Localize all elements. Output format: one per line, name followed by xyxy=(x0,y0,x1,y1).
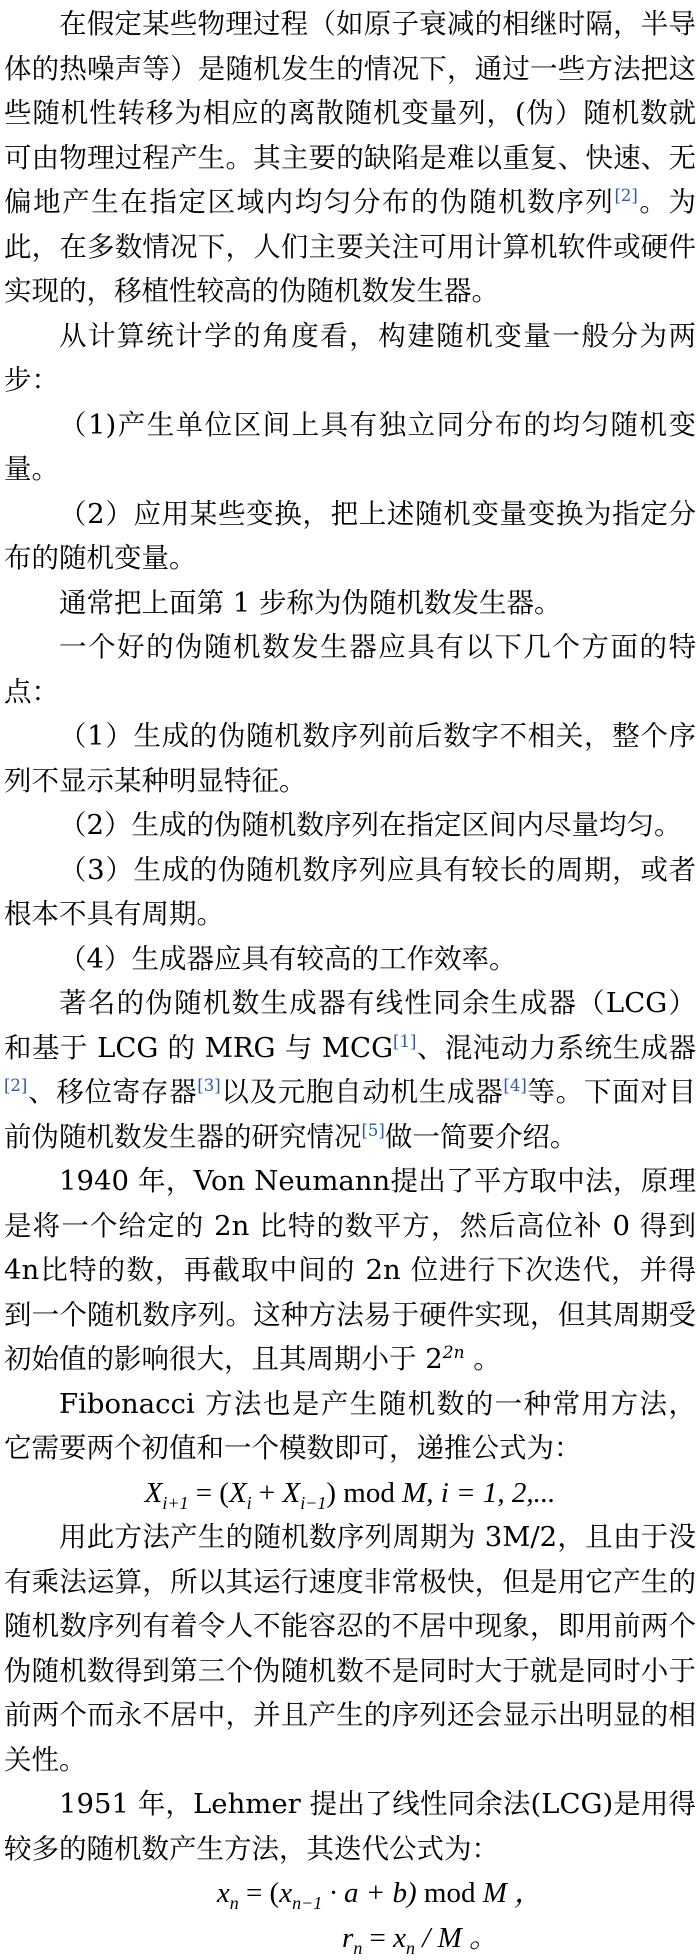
paragraph-two-steps: 从计算统计学的角度看，构建随机变量一般分为两步： xyxy=(4,314,696,403)
paragraph-physical-process xyxy=(4,2,696,314)
formula-fibonacci xyxy=(4,1471,696,1516)
operator: mod xyxy=(343,1477,395,1509)
subscript: n−1 xyxy=(292,1893,322,1913)
text: 著名的伪随机数生成器有线性同余生成器（LCG）和基于 LCG 的 MRG 与 MCG xyxy=(4,987,696,1064)
text: 以及元胞自动机生成器 xyxy=(221,1076,504,1108)
list-item-feature-2: （2）生成的伪随机数序列在指定区间内尽量均匀。 xyxy=(4,803,696,848)
text: 、混沌动力系统生成器 xyxy=(416,1032,696,1064)
subscript: i xyxy=(247,1492,252,1512)
var: x xyxy=(217,1877,230,1909)
citation-link[interactable]: [4] xyxy=(503,1076,526,1095)
citation-link[interactable]: [3] xyxy=(197,1076,220,1095)
var: / M 。 xyxy=(415,1922,498,1954)
operator: ) xyxy=(326,1477,343,1509)
paragraph-good-generator: 一个好的伪随机数发生器应具有以下几个方面的特点： xyxy=(4,625,696,714)
var: M, i = 1, 2,... xyxy=(395,1477,556,1509)
text: 。 xyxy=(465,1343,501,1375)
paragraph-lehmer: 1951 年，Lehmer 提出了线性同余法(LCG)是用得较多的随机数产生方法，其迭代公式为： xyxy=(4,1782,696,1871)
paragraph-famous-generators xyxy=(4,981,696,1159)
var: M ， xyxy=(475,1877,543,1909)
text: 等。下面对目前伪随机数发生器的研究情况 xyxy=(4,1076,696,1153)
subscript: i−1 xyxy=(300,1492,326,1512)
list-item-feature-1: （1）生成的伪随机数序列前后数字不相关，整个序列不显示某种明显特征。 xyxy=(4,714,696,803)
operator: = ( xyxy=(239,1877,280,1909)
citation-link[interactable]: [2] xyxy=(4,1076,27,1095)
var: · a + b) xyxy=(322,1877,424,1909)
list-item-step-1: （1)产生单位区间上具有独立同分布的均匀随机变量。 xyxy=(4,403,696,492)
var: r xyxy=(342,1922,353,1954)
subscript: n xyxy=(406,1937,415,1957)
text: 在假定某些物理过程（如原子衰减的相继时隔，半导体的热噪声等）是随机发生的情况下，通过一些方法把这些随机性转移为相应的离散随机变量列，(伪）随机数就可由物理过程产生。其主要的缺陷是难以重复、快速、无偏地产生在指定区域内均匀分布的伪随机数序列 xyxy=(4,8,696,218)
citation-link[interactable]: [5] xyxy=(362,1120,385,1139)
citation-link[interactable]: [1] xyxy=(393,1031,416,1050)
paragraph-fibonacci: Fibonacci 方法也是产生随机数的一种常用方法，它需要两个初值和一个模数即可，递推公式为： xyxy=(4,1382,696,1471)
text: 、移位寄存器 xyxy=(27,1076,197,1108)
formula-normalize xyxy=(4,1916,696,1960)
subscript: n xyxy=(230,1893,239,1913)
subscript: i+1 xyxy=(162,1492,188,1512)
citation-link[interactable]: [2] xyxy=(614,186,637,205)
exponent: 2n xyxy=(443,1343,465,1363)
var: x xyxy=(279,1877,292,1909)
paragraph-fibonacci-analysis: 用此方法产生的随机数序列周期为 3M/2，且由于没有乘法运算，所以其运行速度非常极快，但是用它产生的随机数序列有着令人不能容忍的不居中现象，即用前两个伪随机数得到第三个伪随机数不是同时大于就是同时小于前两个而永不居中，并且产生的序列还会显示出明显的相关性。 xyxy=(4,1515,696,1782)
var: X xyxy=(145,1477,163,1509)
list-item-feature-3: （3）生成的伪随机数序列应具有较长的周期，或者根本不具有周期。 xyxy=(4,848,696,937)
operator: = xyxy=(362,1922,393,1954)
var: X xyxy=(229,1477,247,1509)
operator: = ( xyxy=(188,1477,229,1509)
list-item-feature-4: （4）生成器应具有较高的工作效率。 xyxy=(4,937,696,982)
formula-lcg xyxy=(4,1871,696,1916)
text: 。为此，在多数情况下，人们主要关注可用计算机软件或硬件实现的，移植性较高的伪随机数发生器。 xyxy=(4,186,696,307)
list-item-step-2: （2）应用某些变换，把上述随机变量变换为指定分布的随机变量。 xyxy=(4,492,696,581)
operator: mod xyxy=(424,1877,476,1909)
subscript: n xyxy=(353,1937,362,1957)
var: X xyxy=(283,1477,301,1509)
paragraph-von-neumann xyxy=(4,1159,696,1382)
operator: + xyxy=(252,1477,283,1509)
text: 做一简要介绍。 xyxy=(385,1121,578,1153)
paragraph-step-name: 通常把上面第 1 步称为伪随机数发生器。 xyxy=(4,581,696,626)
text: 1940 年，Von Neumann提出了平方取中法，原理是将一个给定的 2n 比特的数平方，然后高位补 0 得到 4n比特的数，再截取中间的 2n 位进行下次迭代，并得到一个随机数序列。这种方法易于硬件实现，但其周期受初始值的影响很大，且其周期小于 2 xyxy=(4,1165,696,1375)
var: x xyxy=(393,1922,406,1954)
